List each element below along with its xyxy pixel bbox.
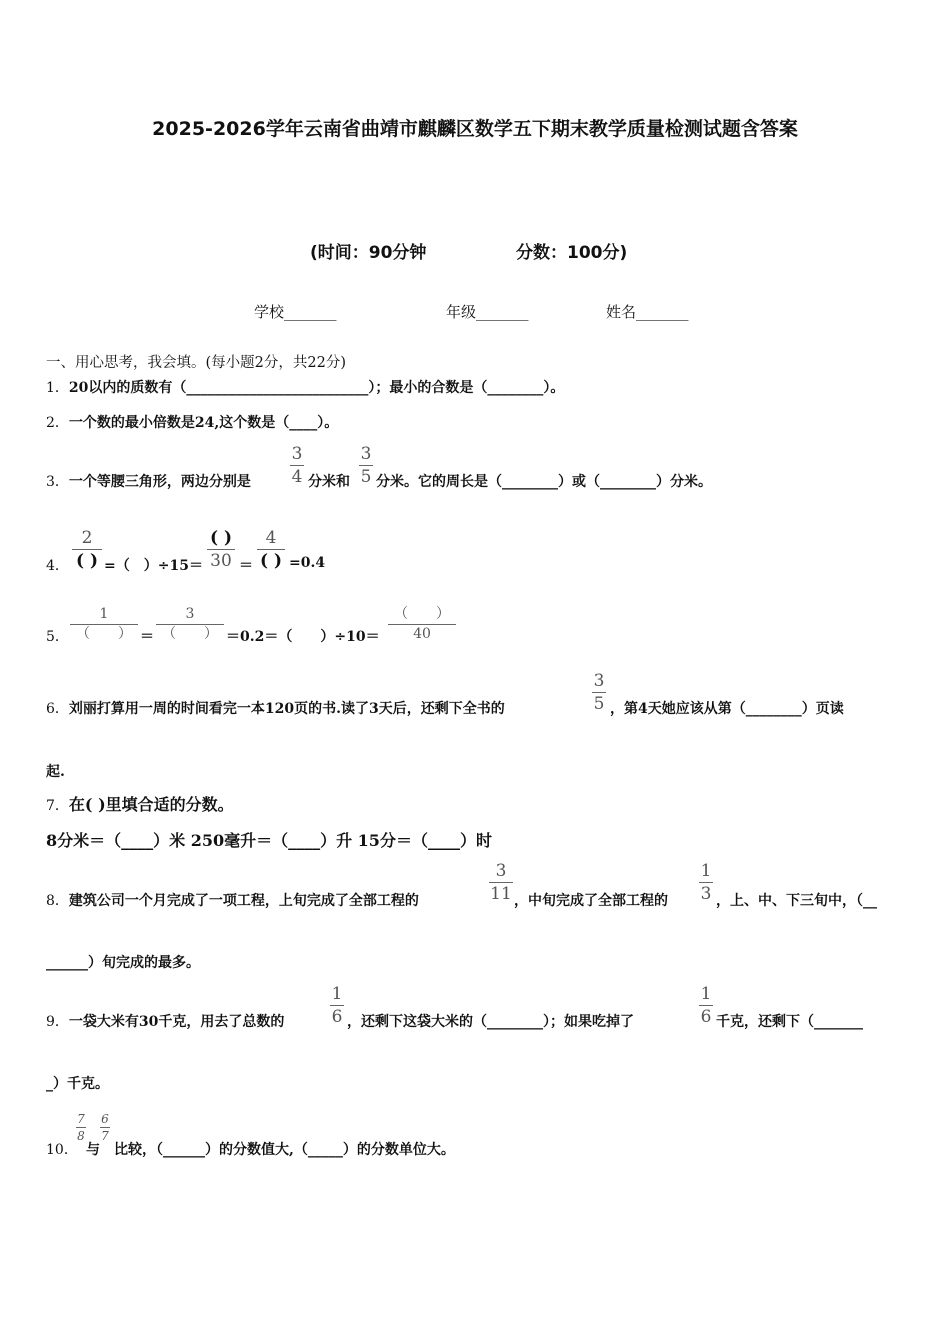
question-6 [46,698,505,718]
exam-score: 分数：100分) [516,243,628,263]
fraction: （ ） 40 [388,606,456,643]
question-1 [46,377,564,397]
fraction: 3 11 [490,861,512,904]
question-text: ，还剩下这袋大米的（________）；如果吃掉了 [347,1014,634,1030]
question-text: ______）旬完成的最多。 [46,955,200,971]
question-5 [46,626,69,646]
question-text: 8分米＝（____）米 250毫升＝（____）升 15分＝（____）时 [46,831,492,850]
fraction: 6 7 [101,1112,109,1143]
question-text: =（ ）÷15＝ [104,558,203,574]
question-text: 刘丽打算用一周的时间看完一本120页的书.读了3天后，还剩下全书的 [68,701,505,717]
fraction: 3 5 [360,444,372,487]
question-text: 一袋大米有30千克，用去了总数的 [68,1014,285,1030]
question-text: ＝ [140,629,154,645]
fraction: 1 6 [331,984,343,1027]
question-8 [46,890,419,910]
question-text: ＝0.2＝（ ）÷10＝ [226,629,380,645]
fraction: 3 5 [593,671,605,714]
question-text: 一个等腰三角形，两边分别是 [68,474,251,490]
question-text: 20以内的质数有（__________________________）；最小的合数是（________）。 [68,380,565,396]
fraction: 1 （ ） [70,606,138,643]
question-9 [46,1011,284,1031]
name-field: 姓名_______ [606,303,689,321]
question-3 [46,471,251,491]
question-text: ，第4天她应该从第（________）页读 [610,701,844,717]
question-7 [46,792,234,815]
question-text: 分米。它的周长是（________）或（________）分米。 [376,474,712,490]
question-number: 8． [46,893,69,909]
question-text: ，中旬完成了全部工程的 [514,893,668,909]
question-number: 10． [46,1142,78,1158]
fraction: 1 3 [700,861,712,904]
grade-field: 年级_______ [446,303,529,321]
fraction: ( ) 30 [207,528,235,571]
question-4 [46,555,69,575]
question-text: 比较，（______）的分数值大,（_____）的分数单位大。 [114,1142,455,1158]
school-field: 学校_______ [254,303,337,321]
page-title: 2025-2026学年云南省曲靖市麒麟区数学五下期末教学质量检测试题含答案 [152,118,798,140]
question-number: 9． [46,1014,69,1030]
question-text: 起. [46,764,65,780]
question-number: 2． [46,415,69,431]
fraction: 1 6 [700,984,712,1027]
question-text: =0.4 [289,555,326,571]
question-number: 5． [46,629,69,645]
exam-time: (时间：90分钟 [310,243,427,263]
fraction: 2 ( ) [72,528,102,571]
question-text: 分米和 [308,474,350,490]
question-text: _）千克。 [46,1076,109,1092]
question-text: 建筑公司一个月完成了一项工程，上旬完成了全部工程的 [68,893,419,909]
section-heading: 一、用心思考，我会填。(每小题2分，共22分) [46,355,346,371]
question-text: ＝ [239,558,253,574]
fraction: 3 （ ） [156,606,224,643]
fraction: 3 4 [291,444,303,487]
question-text: 与 [86,1142,100,1158]
fraction: 7 8 [77,1112,85,1143]
question-2 [46,412,338,432]
question-number: 1． [46,380,69,396]
question-number: 6． [46,701,69,717]
question-number: 4． [46,558,69,574]
question-text: ，上、中、下三旬中，（__ [716,893,877,909]
question-text: 千克，还剩下（_______ [716,1014,863,1030]
question-text: 在( )里填合适的分数。 [68,795,234,814]
fraction: 4 ( ) [257,528,285,571]
question-10 [46,1139,78,1159]
question-number: 7． [46,798,69,814]
question-text: 一个数的最小倍数是24,这个数是（____）。 [68,415,339,431]
question-number: 3． [46,474,69,490]
